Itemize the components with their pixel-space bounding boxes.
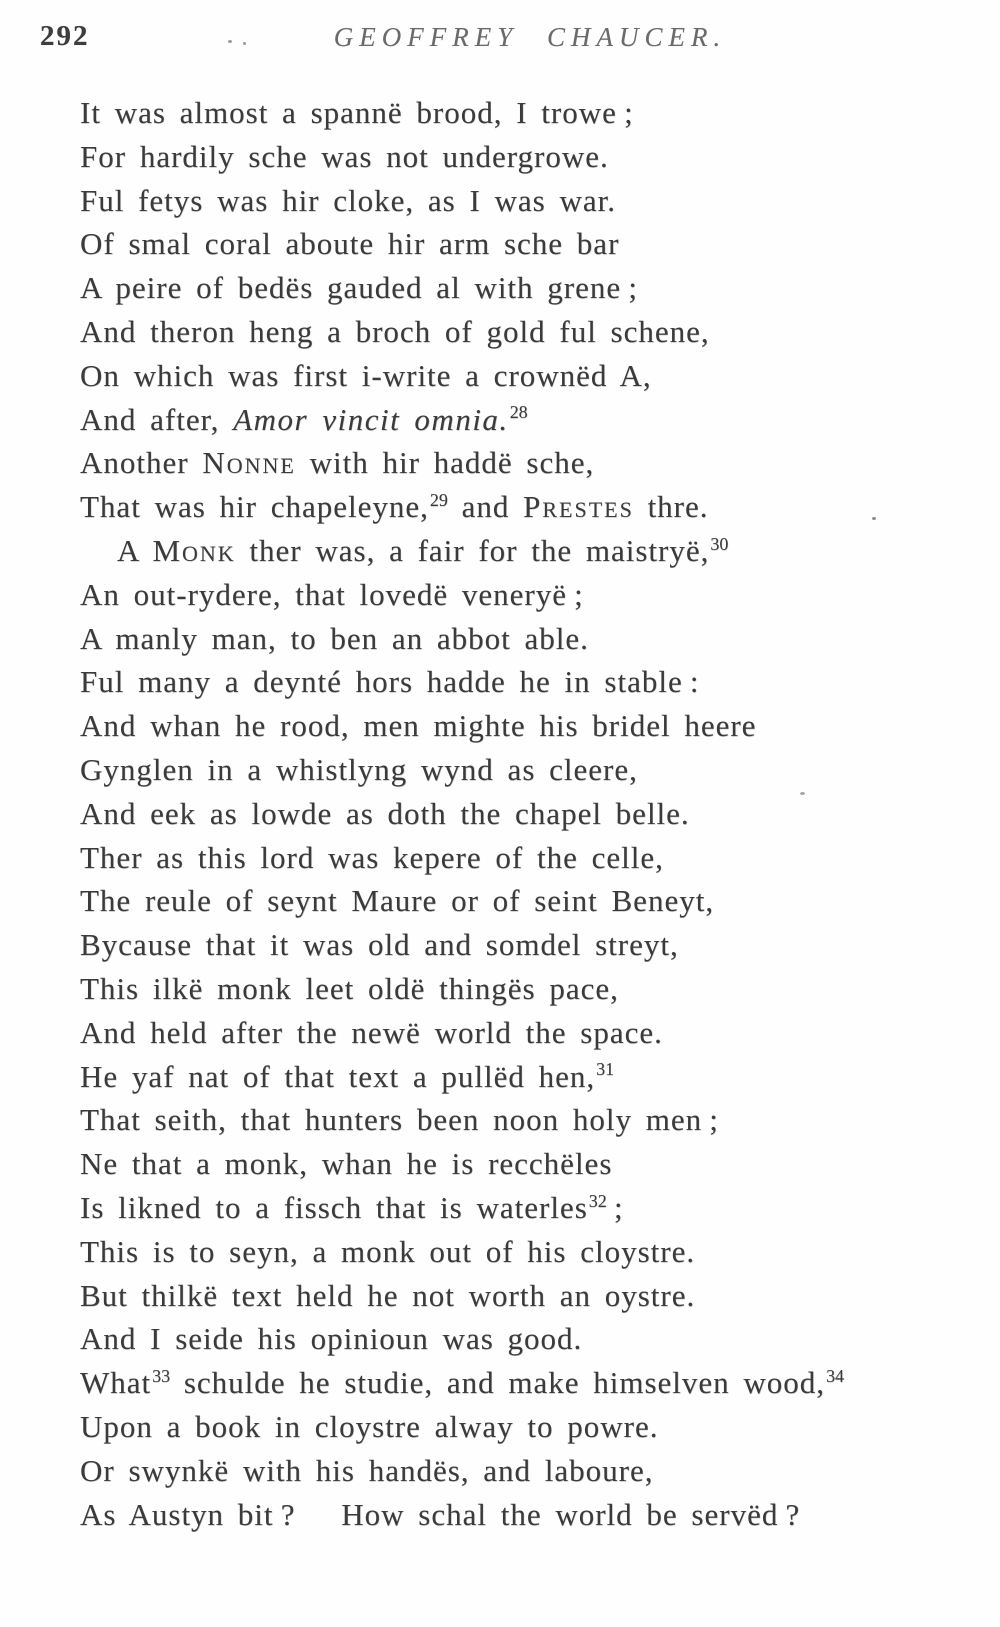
text-run: But thilkë text held he not worth an oystre. xyxy=(80,1277,696,1313)
text-run: And held after the newë world the space. xyxy=(80,1014,663,1050)
text-run: ; xyxy=(606,1189,624,1225)
poem-line: A Monk ther was, a fair for the maistryë,30 xyxy=(117,532,729,568)
text-run: On which was first i-write a crownëd A, xyxy=(80,357,652,393)
latin-phrase: Amor vincit omnia. xyxy=(233,401,509,437)
poem-line xyxy=(80,1449,960,1493)
smallcaps-word: Nonne xyxy=(202,445,296,481)
poem-text xyxy=(80,91,960,1536)
poem-line xyxy=(80,1098,960,1142)
text-run: And after, xyxy=(80,401,234,437)
poem-line xyxy=(80,1011,960,1055)
smallcaps-word: Prestes xyxy=(523,489,634,525)
poem-line xyxy=(80,310,960,354)
text-run: That seith, that hunters been noon holy men ; xyxy=(80,1102,719,1138)
text-run: schulde he studie, and make himselven wood, xyxy=(170,1365,826,1401)
poem-line xyxy=(80,1405,960,1449)
poem-line: That was hir chapeleyne,29 and Prestes thre. xyxy=(80,489,709,525)
text-run: Or swynkë with his handës, and laboure, xyxy=(80,1452,654,1488)
text-run: Ther as this lord was kepere of the celle, xyxy=(80,839,664,875)
poem-line xyxy=(80,617,960,661)
text-run: Ful fetys was hir cloke, as I was war. xyxy=(80,182,617,218)
poem-line xyxy=(80,879,960,923)
text-run: Ne that a monk, whan he is recchëles xyxy=(80,1146,613,1182)
poem-line xyxy=(80,135,960,179)
text-run: It was almost a spannë brood, I trowe ; xyxy=(80,95,634,130)
poem-line xyxy=(80,704,960,748)
text-run: And whan he rood, men mighte his bridel heere xyxy=(80,708,757,744)
poem-line xyxy=(80,179,960,223)
poem-line: Is likned to a fissch that is waterles32 ; xyxy=(80,1189,624,1225)
poem-line xyxy=(80,836,960,880)
text-run: Upon a book in cloystre alway to powre. xyxy=(80,1408,659,1444)
text-run: What xyxy=(80,1365,152,1401)
poem-line xyxy=(80,1274,960,1318)
poem-line xyxy=(80,923,960,967)
text-run: An out-rydere, that lovedë veneryë ; xyxy=(80,576,584,612)
text-run: A peire of bedës gauded al with grene ; xyxy=(80,270,638,306)
text-run: ther was, a fair for the maistryë, xyxy=(235,532,710,568)
poem-line xyxy=(80,792,960,836)
text-run: Of smal coral aboute hir arm sche bar xyxy=(80,226,620,262)
scan-speck xyxy=(872,517,876,520)
text-run: As Austyn bit ? How schal the world be servëd ? xyxy=(80,1496,801,1532)
poem-line xyxy=(80,354,960,398)
text-run: Another xyxy=(80,445,203,481)
poem-line xyxy=(80,1142,960,1186)
poem-line xyxy=(80,266,960,310)
poem-line xyxy=(80,748,960,792)
scan-speck xyxy=(800,792,805,795)
poem-line xyxy=(80,222,960,266)
text-run: And I seide his opinioun was good. xyxy=(80,1321,583,1357)
page-number: 292 xyxy=(40,20,90,52)
running-header-title: GEOFFREY CHAUCER. xyxy=(333,22,727,52)
text-run: And eek as lowde as doth the chapel belle. xyxy=(80,795,690,831)
poem-line xyxy=(80,573,960,617)
scan-speck xyxy=(228,40,232,43)
smallcaps-word: Monk xyxy=(152,532,236,568)
text-run: And theron heng a broch of gold ful schene, xyxy=(80,313,710,349)
poem-line xyxy=(80,441,960,485)
poem-line: What33 schulde he studie, and make himselven wood,34 xyxy=(80,1365,845,1401)
poem-line: And after, Amor vincit omnia.28 xyxy=(80,401,528,437)
text-run: This ilkë monk leet oldë thingës pace, xyxy=(80,970,619,1006)
poem-line xyxy=(80,1493,960,1537)
text-run: thre. xyxy=(633,489,709,525)
text-run: He yaf nat of that text a pullëd hen, xyxy=(80,1058,596,1094)
scan-speck xyxy=(243,42,246,45)
poem-line xyxy=(80,91,960,135)
text-run: Ful many a deynté hors hadde he in stable : xyxy=(80,664,700,700)
text-run: The reule of seynt Maure or of seint Beneyt, xyxy=(80,883,715,919)
poem-line xyxy=(80,1317,960,1361)
running-header-row xyxy=(0,16,1000,60)
text-run: Bycause that it was old and somdel streyt, xyxy=(80,927,679,963)
poem-line xyxy=(80,1230,960,1274)
poem-line xyxy=(80,660,960,704)
text-run: Gynglen in a whistlyng wynd as cleere, xyxy=(80,751,638,787)
poem-line xyxy=(80,967,960,1011)
poem-line: He yaf nat of that text a pullëd hen,31 xyxy=(80,1058,615,1094)
text-run: and xyxy=(447,489,524,525)
text-run: Is likned to a fissch that is waterles xyxy=(80,1189,588,1225)
text-run: For hardily sche was not undergrowe. xyxy=(80,138,609,174)
text-run: A manly man, to ben an abbot able. xyxy=(80,620,589,656)
text-run: A xyxy=(117,532,153,568)
text-run: This is to seyn, a monk out of his cloystre. xyxy=(80,1233,696,1269)
text-run: with hir haddë sche, xyxy=(295,445,595,481)
text-run: That was hir chapeleyne, xyxy=(80,489,429,525)
